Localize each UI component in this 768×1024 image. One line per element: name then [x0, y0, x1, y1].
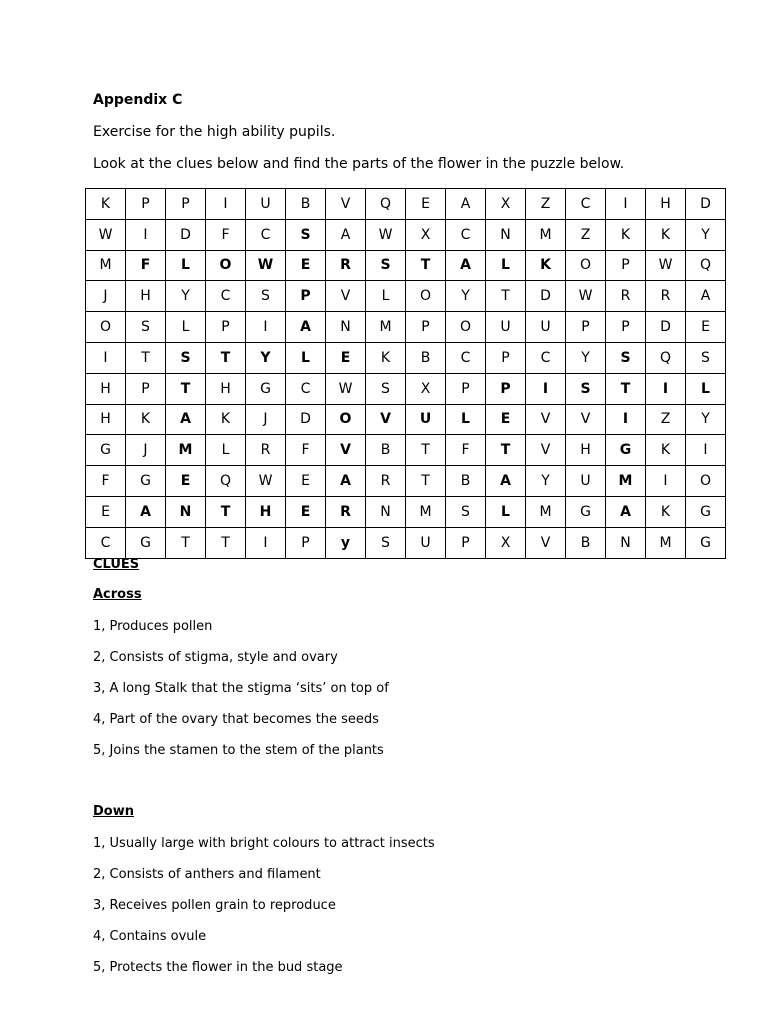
grid-cell: T [166, 527, 206, 558]
grid-cell: S [366, 250, 406, 281]
word-search-grid [85, 188, 726, 559]
grid-cell: N [326, 312, 366, 343]
grid-cell: A [446, 189, 486, 220]
grid-cell: G [606, 435, 646, 466]
grid-cell: K [606, 219, 646, 250]
intro-text: Exercise for the high ability pupils. [93, 124, 336, 140]
grid-cell: N [166, 496, 206, 527]
grid-cell: P [206, 312, 246, 343]
across-clue: 5, Joins the stamen to the stem of the plants [93, 743, 384, 758]
grid-cell: H [86, 404, 126, 435]
grid-cell: P [566, 312, 606, 343]
grid-cell: P [286, 527, 326, 558]
grid-cell: K [366, 342, 406, 373]
across-clue: 2, Consists of stigma, style and ovary [93, 650, 338, 665]
grid-cell: I [206, 189, 246, 220]
grid-cell: M [526, 219, 566, 250]
grid-cell: Q [206, 466, 246, 497]
grid-cell: T [206, 496, 246, 527]
grid-cell: C [286, 373, 326, 404]
grid-cell: A [486, 466, 526, 497]
grid-cell: Y [446, 281, 486, 312]
grid-cell: I [646, 466, 686, 497]
grid-cell: W [86, 219, 126, 250]
down-clue: 1, Usually large with bright colours to attract insects [93, 836, 435, 851]
grid-cell: O [686, 466, 726, 497]
grid-cell: E [286, 250, 326, 281]
grid-row [86, 189, 726, 220]
grid-cell: I [126, 219, 166, 250]
grid-cell: R [326, 496, 366, 527]
grid-cell: Y [526, 466, 566, 497]
grid-cell: C [446, 219, 486, 250]
grid-cell: Y [166, 281, 206, 312]
down-clue: 3, Receives pollen grain to reproduce [93, 898, 336, 913]
grid-cell: I [86, 342, 126, 373]
grid-cell: M [526, 496, 566, 527]
grid-cell: M [646, 527, 686, 558]
grid-cell: L [446, 404, 486, 435]
grid-cell: P [406, 312, 446, 343]
grid-cell: P [126, 373, 166, 404]
grid-cell: L [486, 496, 526, 527]
down-clue: 2, Consists of anthers and filament [93, 867, 321, 882]
grid-cell: U [566, 466, 606, 497]
grid-cell: S [286, 219, 326, 250]
grid-cell: S [446, 496, 486, 527]
grid-cell: B [366, 435, 406, 466]
grid-cell: F [126, 250, 166, 281]
grid-cell: T [166, 373, 206, 404]
grid-cell: K [646, 496, 686, 527]
grid-cell: J [126, 435, 166, 466]
grid-cell: H [86, 373, 126, 404]
grid-cell: U [246, 189, 286, 220]
grid-row [86, 404, 726, 435]
grid-cell: Z [526, 189, 566, 220]
grid-cell: P [606, 312, 646, 343]
grid-cell: y [326, 527, 366, 558]
grid-cell: X [486, 189, 526, 220]
grid-cell: A [326, 466, 366, 497]
grid-cell: P [606, 250, 646, 281]
grid-cell: H [246, 496, 286, 527]
grid-cell: Q [366, 189, 406, 220]
grid-cell: D [526, 281, 566, 312]
clues-title: CLUES [93, 557, 140, 572]
grid-cell: V [366, 404, 406, 435]
grid-cell: L [206, 435, 246, 466]
grid-cell: D [646, 312, 686, 343]
instruction-text: Look at the clues below and find the parts of the flower in the puzzle below. [93, 156, 625, 172]
grid-cell: W [646, 250, 686, 281]
grid-row [86, 342, 726, 373]
grid-cell: G [686, 496, 726, 527]
grid-cell: J [86, 281, 126, 312]
grid-cell: Z [646, 404, 686, 435]
grid-cell: L [366, 281, 406, 312]
grid-cell: Z [566, 219, 606, 250]
grid-cell: W [326, 373, 366, 404]
grid-cell: K [646, 219, 686, 250]
grid-cell: H [566, 435, 606, 466]
grid-cell: C [526, 342, 566, 373]
grid-cell: U [406, 527, 446, 558]
grid-cell: U [406, 404, 446, 435]
grid-cell: H [206, 373, 246, 404]
across-clue: 1, Produces pollen [93, 619, 213, 634]
grid-cell: A [446, 250, 486, 281]
grid-cell: T [606, 373, 646, 404]
grid-cell: L [686, 373, 726, 404]
grid-cell: Y [246, 342, 286, 373]
grid-cell: V [326, 435, 366, 466]
grid-cell: C [566, 189, 606, 220]
grid-row [86, 435, 726, 466]
down-clue: 5, Protects the flower in the bud stage [93, 960, 343, 975]
grid-cell: N [606, 527, 646, 558]
grid-cell: Q [686, 250, 726, 281]
grid-row [86, 496, 726, 527]
grid-cell: S [126, 312, 166, 343]
grid-cell: V [526, 527, 566, 558]
page-heading: Appendix C [93, 92, 183, 108]
grid-row [86, 373, 726, 404]
grid-cell: A [326, 219, 366, 250]
grid-cell: S [246, 281, 286, 312]
grid-cell: F [286, 435, 326, 466]
grid-cell: C [206, 281, 246, 312]
grid-cell: Q [646, 342, 686, 373]
grid-cell: O [446, 312, 486, 343]
grid-cell: L [166, 312, 206, 343]
grid-cell: I [246, 527, 286, 558]
grid-cell: F [206, 219, 246, 250]
grid-cell: J [246, 404, 286, 435]
grid-cell: L [286, 342, 326, 373]
grid-cell: K [526, 250, 566, 281]
grid-cell: D [686, 189, 726, 220]
grid-cell: M [366, 312, 406, 343]
grid-cell: W [246, 250, 286, 281]
grid-cell: C [446, 342, 486, 373]
grid-cell: L [486, 250, 526, 281]
grid-cell: B [286, 189, 326, 220]
grid-cell: T [406, 466, 446, 497]
grid-cell: U [486, 312, 526, 343]
grid-cell: G [126, 466, 166, 497]
grid-cell: O [206, 250, 246, 281]
grid-cell: A [126, 496, 166, 527]
grid-cell: W [246, 466, 286, 497]
grid-cell: R [326, 250, 366, 281]
grid-cell: E [686, 312, 726, 343]
grid-cell: O [326, 404, 366, 435]
grid-cell: N [366, 496, 406, 527]
grid-cell: C [86, 527, 126, 558]
grid-cell: E [406, 189, 446, 220]
grid-cell: T [486, 435, 526, 466]
grid-cell: A [686, 281, 726, 312]
grid-cell: G [686, 527, 726, 558]
grid-row [86, 312, 726, 343]
grid-cell: M [406, 496, 446, 527]
grid-cell: V [326, 189, 366, 220]
grid-cell: P [166, 189, 206, 220]
grid-cell: X [406, 373, 446, 404]
grid-cell: K [206, 404, 246, 435]
grid-cell: R [606, 281, 646, 312]
grid-cell: V [526, 404, 566, 435]
grid-cell: A [606, 496, 646, 527]
grid-cell: U [526, 312, 566, 343]
grid-cell: B [446, 466, 486, 497]
grid-cell: P [446, 373, 486, 404]
grid-cell: G [566, 496, 606, 527]
grid-cell: S [366, 527, 406, 558]
grid-cell: K [126, 404, 166, 435]
grid-cell: E [486, 404, 526, 435]
across-clue: 4, Part of the ovary that becomes the seeds [93, 712, 379, 727]
grid-cell: T [126, 342, 166, 373]
grid-cell: Y [566, 342, 606, 373]
grid-cell: I [646, 373, 686, 404]
grid-row [86, 466, 726, 497]
grid-cell: W [366, 219, 406, 250]
grid-cell: S [606, 342, 646, 373]
grid-cell: T [206, 342, 246, 373]
grid-cell: D [166, 219, 206, 250]
grid-cell: X [486, 527, 526, 558]
grid-cell: I [686, 435, 726, 466]
grid-cell: T [486, 281, 526, 312]
grid-cell: O [566, 250, 606, 281]
grid-cell: F [86, 466, 126, 497]
grid-cell: R [366, 466, 406, 497]
grid-cell: E [326, 342, 366, 373]
grid-row [86, 219, 726, 250]
grid-cell: T [406, 435, 446, 466]
grid-cell: S [166, 342, 206, 373]
grid-cell: L [166, 250, 206, 281]
grid-cell: P [126, 189, 166, 220]
grid-cell: H [646, 189, 686, 220]
grid-cell: B [406, 342, 446, 373]
grid-cell: T [206, 527, 246, 558]
grid-cell: K [646, 435, 686, 466]
grid-cell: R [246, 435, 286, 466]
grid-cell: E [86, 496, 126, 527]
grid-cell: V [326, 281, 366, 312]
down-clue: 4, Contains ovule [93, 929, 207, 944]
grid-cell: D [286, 404, 326, 435]
grid-cell: I [526, 373, 566, 404]
grid-cell: P [446, 527, 486, 558]
grid-cell: K [86, 189, 126, 220]
grid-cell: E [166, 466, 206, 497]
grid-cell: M [606, 466, 646, 497]
grid-cell: Y [686, 404, 726, 435]
grid-cell: R [646, 281, 686, 312]
grid-cell: T [406, 250, 446, 281]
grid-cell: W [566, 281, 606, 312]
grid-cell: Y [686, 219, 726, 250]
across-title: Across [93, 587, 142, 602]
grid-cell: I [606, 404, 646, 435]
grid-cell: V [526, 435, 566, 466]
grid-cell: P [486, 373, 526, 404]
down-title: Down [93, 804, 134, 819]
grid-cell: A [286, 312, 326, 343]
grid-cell: G [126, 527, 166, 558]
grid-cell: N [486, 219, 526, 250]
grid-cell: A [166, 404, 206, 435]
grid-cell: G [86, 435, 126, 466]
grid-cell: S [566, 373, 606, 404]
grid-row [86, 250, 726, 281]
grid-cell: C [246, 219, 286, 250]
grid-cell: S [366, 373, 406, 404]
grid-cell: P [286, 281, 326, 312]
grid-row [86, 281, 726, 312]
grid-cell: I [606, 189, 646, 220]
grid-cell: S [686, 342, 726, 373]
grid-cell: H [126, 281, 166, 312]
grid-cell: G [246, 373, 286, 404]
grid-cell: P [486, 342, 526, 373]
grid-cell: E [286, 496, 326, 527]
grid-cell: M [86, 250, 126, 281]
grid-row [86, 527, 726, 558]
grid-cell: M [166, 435, 206, 466]
grid-cell: F [446, 435, 486, 466]
grid-cell: B [566, 527, 606, 558]
grid-cell: O [406, 281, 446, 312]
grid-cell: O [86, 312, 126, 343]
grid-cell: X [406, 219, 446, 250]
grid-cell: E [286, 466, 326, 497]
grid-cell: I [246, 312, 286, 343]
across-clue: 3, A long Stalk that the stigma ‘sits’ on top of [93, 681, 389, 696]
grid-cell: V [566, 404, 606, 435]
